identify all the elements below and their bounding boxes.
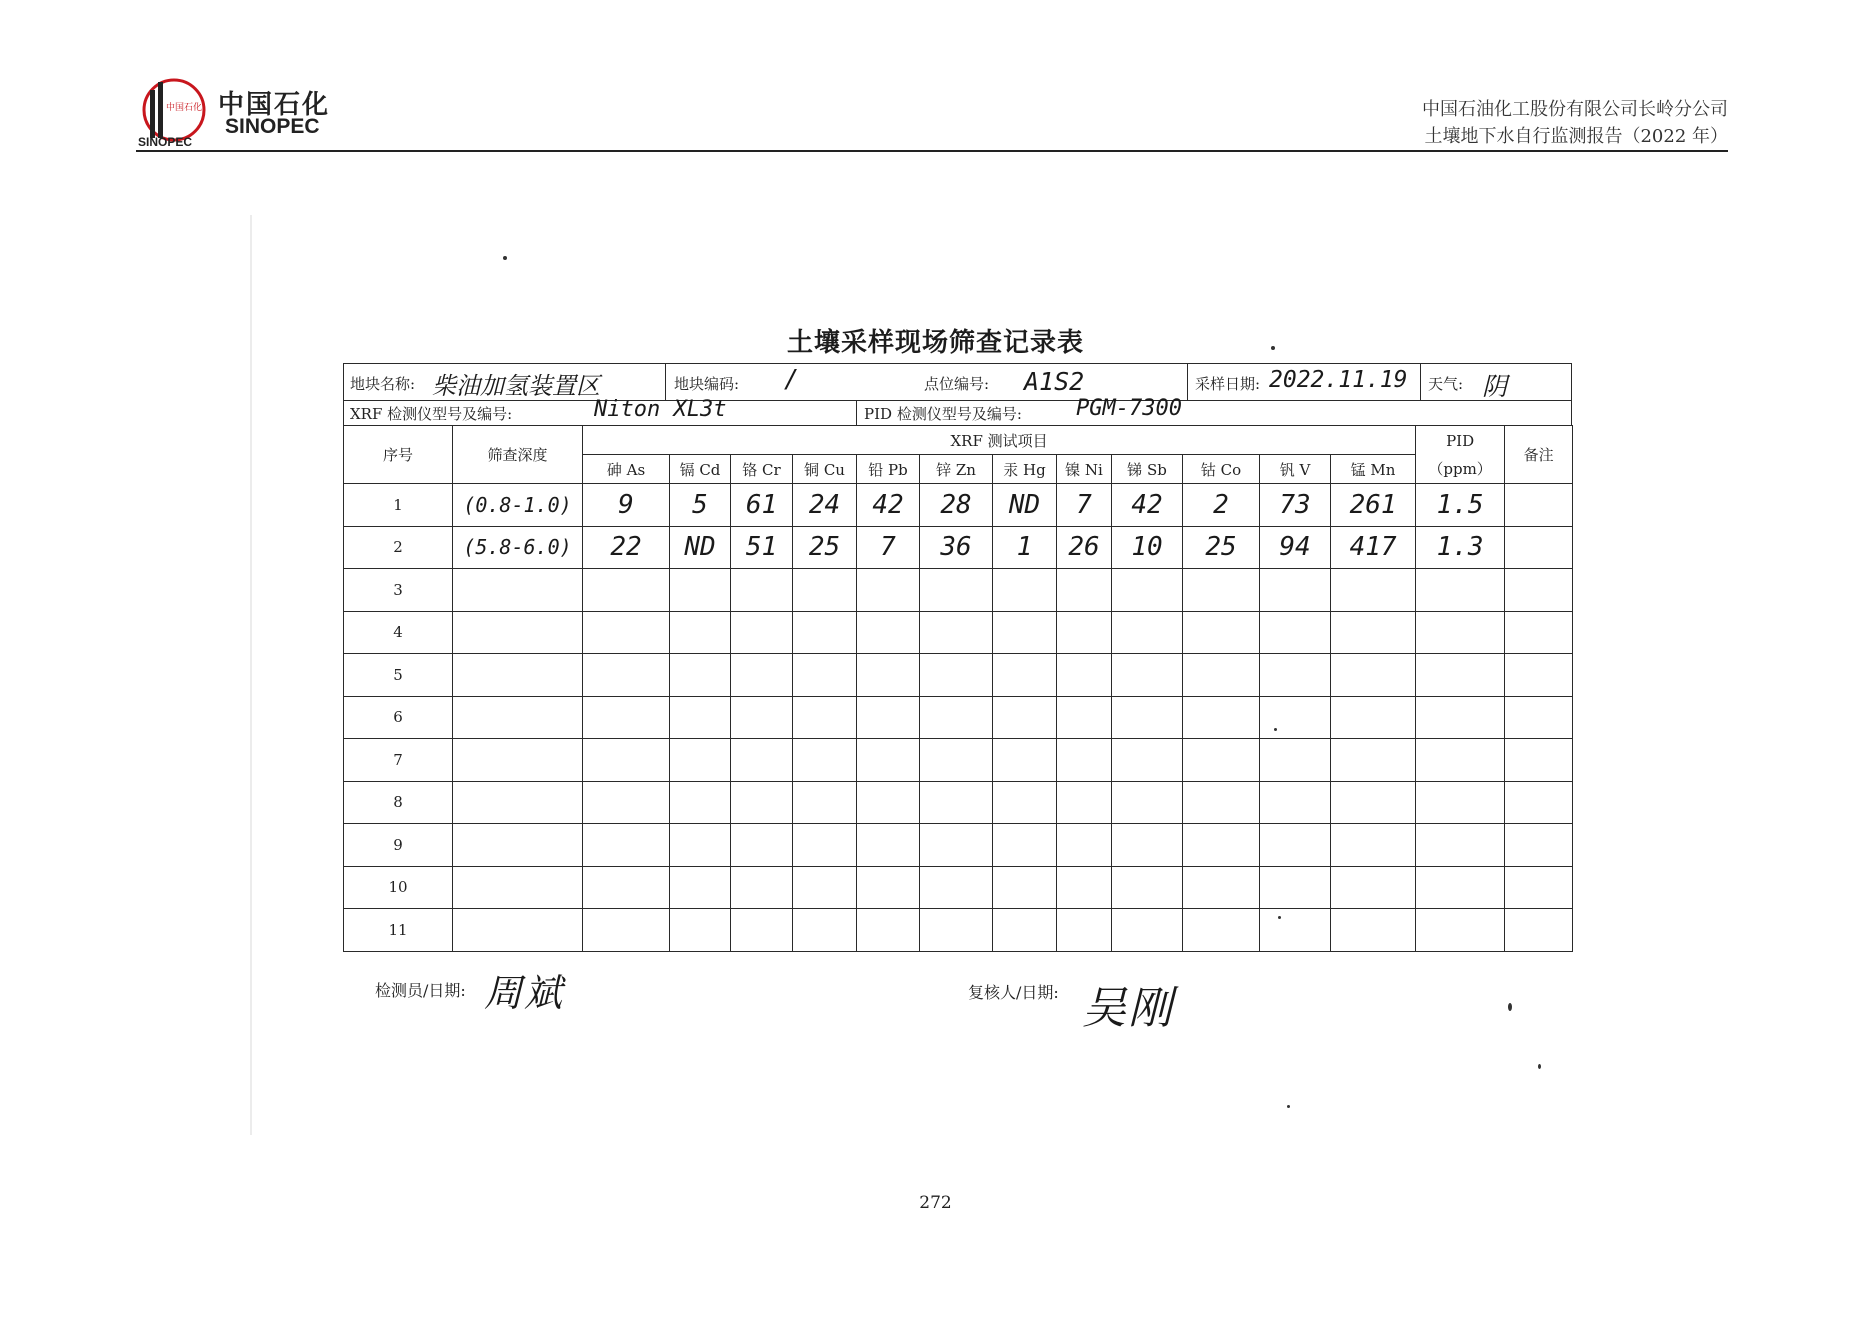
row-value-cell — [583, 824, 670, 867]
row-value-cell — [583, 866, 670, 909]
xrf-model-label: XRF 检测仪型号及编号: — [350, 405, 513, 423]
row-value-cell — [857, 739, 920, 782]
table-row — [344, 866, 1573, 909]
col-depth-header: 筛查深度 — [453, 426, 583, 484]
row-value-cell — [1112, 696, 1183, 739]
row-remark-cell — [1505, 569, 1573, 612]
row-remark-cell — [1505, 611, 1573, 654]
row-value-cell — [793, 866, 857, 909]
row-value-cell: 42 — [857, 484, 920, 527]
row-value-cell — [1057, 781, 1112, 824]
row-value-cell — [1057, 569, 1112, 612]
row-value-cell — [793, 909, 857, 952]
header-divider — [136, 150, 1728, 152]
row-value-cell: 24 — [793, 484, 857, 527]
row-value-cell — [793, 569, 857, 612]
row-value-cell — [920, 611, 993, 654]
row-value-cell: 7 — [1057, 484, 1112, 527]
row-value-cell: 28 — [920, 484, 993, 527]
row-seq-cell: 7 — [344, 739, 453, 782]
row-value-cell — [731, 781, 793, 824]
row-seq-cell: 10 — [344, 866, 453, 909]
row-value-cell — [857, 569, 920, 612]
point-code-value: A1S2 — [1024, 367, 1085, 396]
row-seq-cell: 2 — [344, 526, 453, 569]
row-value-cell — [670, 909, 731, 952]
row-value-cell: 22 — [583, 526, 670, 569]
row-value-cell: 1 — [993, 526, 1057, 569]
scan-speck — [1538, 1064, 1541, 1069]
sinopec-logo — [136, 76, 208, 148]
row-value-cell — [793, 611, 857, 654]
row-seq-cell: 4 — [344, 611, 453, 654]
col-pid-header — [1416, 426, 1505, 484]
col-element-header: 铅 Pb — [857, 455, 920, 484]
row-pid-cell — [1416, 824, 1505, 867]
row-value-cell — [1183, 696, 1260, 739]
row-value-cell — [1057, 611, 1112, 654]
row-depth-cell — [453, 611, 583, 654]
row-depth-cell: (0.8-1.0) — [453, 484, 583, 527]
row-value-cell — [1112, 866, 1183, 909]
table-row — [344, 824, 1573, 867]
row-value-cell — [1183, 781, 1260, 824]
row-value-cell — [670, 696, 731, 739]
row-value-cell — [670, 654, 731, 697]
scan-speck — [503, 256, 507, 260]
table-row — [344, 654, 1573, 697]
row-value-cell: 9 — [583, 484, 670, 527]
plot-name-value: 柴油加氢装置区 — [432, 372, 600, 400]
row-value-cell — [583, 569, 670, 612]
row-seq-cell: 11 — [344, 909, 453, 952]
row-remark-cell — [1505, 526, 1573, 569]
row-value-cell — [1260, 654, 1331, 697]
row-value-cell — [1260, 739, 1331, 782]
row-value-cell — [920, 654, 993, 697]
row-value-cell — [1183, 569, 1260, 612]
screening-table-body — [344, 484, 1573, 952]
row-value-cell — [731, 909, 793, 952]
row-value-cell — [993, 739, 1057, 782]
xrf-model-value: Niton XL3t — [594, 397, 727, 422]
scan-speck — [1287, 1105, 1290, 1108]
row-value-cell — [793, 739, 857, 782]
scan-speck — [1508, 1003, 1512, 1011]
row-value-cell — [993, 654, 1057, 697]
row-seq-cell: 9 — [344, 824, 453, 867]
row-seq-cell: 6 — [344, 696, 453, 739]
row-pid-cell: 1.5 — [1416, 484, 1505, 527]
sinopec-logo-mark — [136, 76, 208, 148]
row-remark-cell — [1505, 866, 1573, 909]
row-value-cell — [857, 824, 920, 867]
row-pid-cell — [1416, 739, 1505, 782]
row-value-cell — [1331, 654, 1416, 697]
company-name: 中国石油化工股份有限公司长岭分公司 — [1422, 99, 1728, 120]
row-value-cell — [1057, 824, 1112, 867]
logo-mark-letters: SINOPEC — [138, 135, 193, 148]
row-depth-cell — [453, 696, 583, 739]
plot-code-label: 地块编码: — [674, 375, 740, 393]
row-value-cell — [731, 739, 793, 782]
report-header — [1422, 96, 1728, 150]
row-pid-cell — [1416, 781, 1505, 824]
row-value-cell — [920, 909, 993, 952]
row-value-cell: 261 — [1331, 484, 1416, 527]
report-title: 土壤地下水自行监测报告（2022 年） — [1424, 126, 1728, 147]
row-seq-cell: 1 — [344, 484, 453, 527]
row-value-cell — [1112, 739, 1183, 782]
row-depth-cell: (5.8-6.0) — [453, 526, 583, 569]
row-value-cell — [793, 696, 857, 739]
form-info-row-2 — [343, 396, 1572, 426]
row-value-cell — [993, 611, 1057, 654]
table-row — [344, 569, 1573, 612]
row-remark-cell — [1505, 824, 1573, 867]
row-value-cell — [793, 654, 857, 697]
row-value-cell — [583, 781, 670, 824]
table-row — [344, 526, 1573, 569]
row-pid-cell — [1416, 696, 1505, 739]
row-value-cell — [1183, 866, 1260, 909]
row-value-cell — [920, 569, 993, 612]
row-value-cell — [793, 781, 857, 824]
row-value-cell: 94 — [1260, 526, 1331, 569]
row-value-cell — [1057, 696, 1112, 739]
row-value-cell — [670, 611, 731, 654]
row-pid-cell — [1416, 569, 1505, 612]
sample-date-label: 采样日期: — [1195, 375, 1261, 393]
row-value-cell — [1112, 611, 1183, 654]
col-element-header: 镍 Ni — [1057, 455, 1112, 484]
row-value-cell — [1112, 781, 1183, 824]
row-value-cell: 26 — [1057, 526, 1112, 569]
row-value-cell — [993, 696, 1057, 739]
row-remark-cell — [1505, 484, 1573, 527]
table-row — [344, 739, 1573, 782]
row-value-cell — [1331, 866, 1416, 909]
row-value-cell: 73 — [1260, 484, 1331, 527]
row-value-cell — [993, 781, 1057, 824]
row-seq-cell: 8 — [344, 781, 453, 824]
screening-table — [343, 425, 1573, 952]
row-value-cell — [920, 866, 993, 909]
row-value-cell: 417 — [1331, 526, 1416, 569]
row-value-cell — [1260, 569, 1331, 612]
row-value-cell — [1331, 739, 1416, 782]
logo-mark-cn: 中国石化 — [166, 103, 203, 113]
row-pid-cell: 1.3 — [1416, 526, 1505, 569]
scan-speck — [1271, 346, 1275, 350]
point-code-label: 点位编号: — [924, 375, 990, 393]
row-value-cell — [583, 654, 670, 697]
row-value-cell — [857, 611, 920, 654]
col-element-header: 汞 Hg — [993, 455, 1057, 484]
row-value-cell — [993, 824, 1057, 867]
row-value-cell — [857, 781, 920, 824]
col-element-header: 锰 Mn — [1331, 455, 1416, 484]
row-value-cell: 25 — [793, 526, 857, 569]
row-value-cell — [857, 654, 920, 697]
row-value-cell — [731, 866, 793, 909]
row-depth-cell — [453, 781, 583, 824]
row-value-cell — [1260, 824, 1331, 867]
row-value-cell: 7 — [857, 526, 920, 569]
scan-speck — [1274, 728, 1277, 731]
row-value-cell — [857, 866, 920, 909]
weather-value: 阴 — [1482, 372, 1508, 401]
col-element-header: 砷 As — [583, 455, 670, 484]
col-element-header: 钴 Co — [1183, 455, 1260, 484]
col-element-header: 铬 Cr — [731, 455, 793, 484]
row-seq-cell: 3 — [344, 569, 453, 612]
row-value-cell — [1183, 739, 1260, 782]
row-value-cell — [670, 866, 731, 909]
row-value-cell — [993, 866, 1057, 909]
row-value-cell — [731, 611, 793, 654]
row-value-cell — [1331, 696, 1416, 739]
reviewer-signature: 吴刚 — [1082, 983, 1174, 1034]
page-number: 272 — [919, 1193, 952, 1213]
row-value-cell — [920, 696, 993, 739]
row-remark-cell — [1505, 909, 1573, 952]
row-remark-cell — [1505, 781, 1573, 824]
row-value-cell — [583, 739, 670, 782]
row-value-cell — [857, 909, 920, 952]
col-element-header: 铜 Cu — [793, 455, 857, 484]
form-title: 土壤采样现场筛查记录表 — [786, 328, 1084, 358]
table-row — [344, 781, 1573, 824]
row-value-cell — [1057, 909, 1112, 952]
row-value-cell: 36 — [920, 526, 993, 569]
row-value-cell — [1183, 909, 1260, 952]
row-value-cell — [731, 696, 793, 739]
row-value-cell — [670, 781, 731, 824]
col-seq-header: 序号 — [344, 426, 453, 484]
row-value-cell — [1057, 866, 1112, 909]
row-value-cell — [793, 824, 857, 867]
row-value-cell: ND — [670, 526, 731, 569]
scan-speck — [1278, 916, 1281, 919]
row-value-cell — [1260, 866, 1331, 909]
row-value-cell — [1183, 824, 1260, 867]
row-value-cell — [1112, 824, 1183, 867]
row-value-cell: 61 — [731, 484, 793, 527]
row-pid-cell — [1416, 611, 1505, 654]
row-value-cell — [920, 739, 993, 782]
row-depth-cell — [453, 866, 583, 909]
pid-model-label: PID 检测仪型号及编号: — [864, 405, 1022, 423]
row-value-cell — [1057, 654, 1112, 697]
row-pid-cell — [1416, 909, 1505, 952]
row-value-cell — [993, 569, 1057, 612]
row-value-cell — [1183, 654, 1260, 697]
col-xrf-group-header: XRF 测试项目 — [583, 426, 1416, 455]
row-depth-cell — [453, 909, 583, 952]
reviewer-label: 复核人/日期: — [968, 983, 1059, 1002]
logo-text-cn: 中国石化 — [218, 90, 331, 120]
row-value-cell — [731, 824, 793, 867]
row-value-cell — [731, 569, 793, 612]
row-value-cell: 42 — [1112, 484, 1183, 527]
pid-header-unit: （ppm） — [1428, 459, 1492, 478]
row-seq-cell: 5 — [344, 654, 453, 697]
plot-name-label: 地块名称: — [350, 375, 416, 393]
row-remark-cell — [1505, 696, 1573, 739]
sample-date-value: 2022.11.19 — [1269, 367, 1408, 393]
row-value-cell — [1112, 909, 1183, 952]
table-row — [344, 696, 1573, 739]
row-remark-cell — [1505, 654, 1573, 697]
row-value-cell — [1331, 611, 1416, 654]
row-value-cell: 2 — [1183, 484, 1260, 527]
row-depth-cell — [453, 569, 583, 612]
table-row — [344, 909, 1573, 952]
row-value-cell — [1183, 611, 1260, 654]
row-value-cell — [920, 824, 993, 867]
col-element-header: 钒 V — [1260, 455, 1331, 484]
row-pid-cell — [1416, 866, 1505, 909]
row-value-cell — [1057, 739, 1112, 782]
row-value-cell: 10 — [1112, 526, 1183, 569]
row-value-cell: 51 — [731, 526, 793, 569]
inspector-label: 检测员/日期: — [375, 981, 466, 1000]
row-value-cell: 5 — [670, 484, 731, 527]
row-value-cell — [1331, 569, 1416, 612]
plot-code-value: / — [784, 364, 800, 393]
weather-label: 天气: — [1428, 375, 1464, 393]
row-value-cell — [993, 909, 1057, 952]
row-value-cell — [920, 781, 993, 824]
pid-model-value: PGM-7300 — [1076, 396, 1182, 421]
col-element-header: 锑 Sb — [1112, 455, 1183, 484]
row-value-cell — [583, 696, 670, 739]
row-value-cell — [1260, 696, 1331, 739]
row-value-cell — [1260, 909, 1331, 952]
row-value-cell — [731, 654, 793, 697]
table-row — [344, 484, 1573, 527]
row-value-cell — [1112, 654, 1183, 697]
row-value-cell: ND — [993, 484, 1057, 527]
inspector-signature: 周斌 — [484, 971, 565, 1015]
col-element-header: 镉 Cd — [670, 455, 731, 484]
row-value-cell — [1331, 909, 1416, 952]
row-value-cell — [583, 909, 670, 952]
logo-text-en: SINOPEC — [225, 115, 320, 138]
row-value-cell — [670, 739, 731, 782]
form-info-row-1 — [343, 363, 1572, 401]
col-element-header: 锌 Zn — [920, 455, 993, 484]
row-depth-cell — [453, 824, 583, 867]
row-remark-cell — [1505, 739, 1573, 782]
row-value-cell — [857, 696, 920, 739]
row-value-cell — [1260, 611, 1331, 654]
row-value-cell: 25 — [1183, 526, 1260, 569]
row-depth-cell — [453, 739, 583, 782]
row-pid-cell — [1416, 654, 1505, 697]
row-value-cell — [583, 611, 670, 654]
row-value-cell — [1331, 781, 1416, 824]
col-remark-header: 备注 — [1505, 426, 1573, 484]
row-value-cell — [1260, 781, 1331, 824]
row-value-cell — [670, 824, 731, 867]
row-depth-cell — [453, 654, 583, 697]
table-row — [344, 611, 1573, 654]
pid-header-label: PID — [1446, 431, 1475, 450]
row-value-cell — [1331, 824, 1416, 867]
row-value-cell — [1112, 569, 1183, 612]
row-value-cell — [670, 569, 731, 612]
